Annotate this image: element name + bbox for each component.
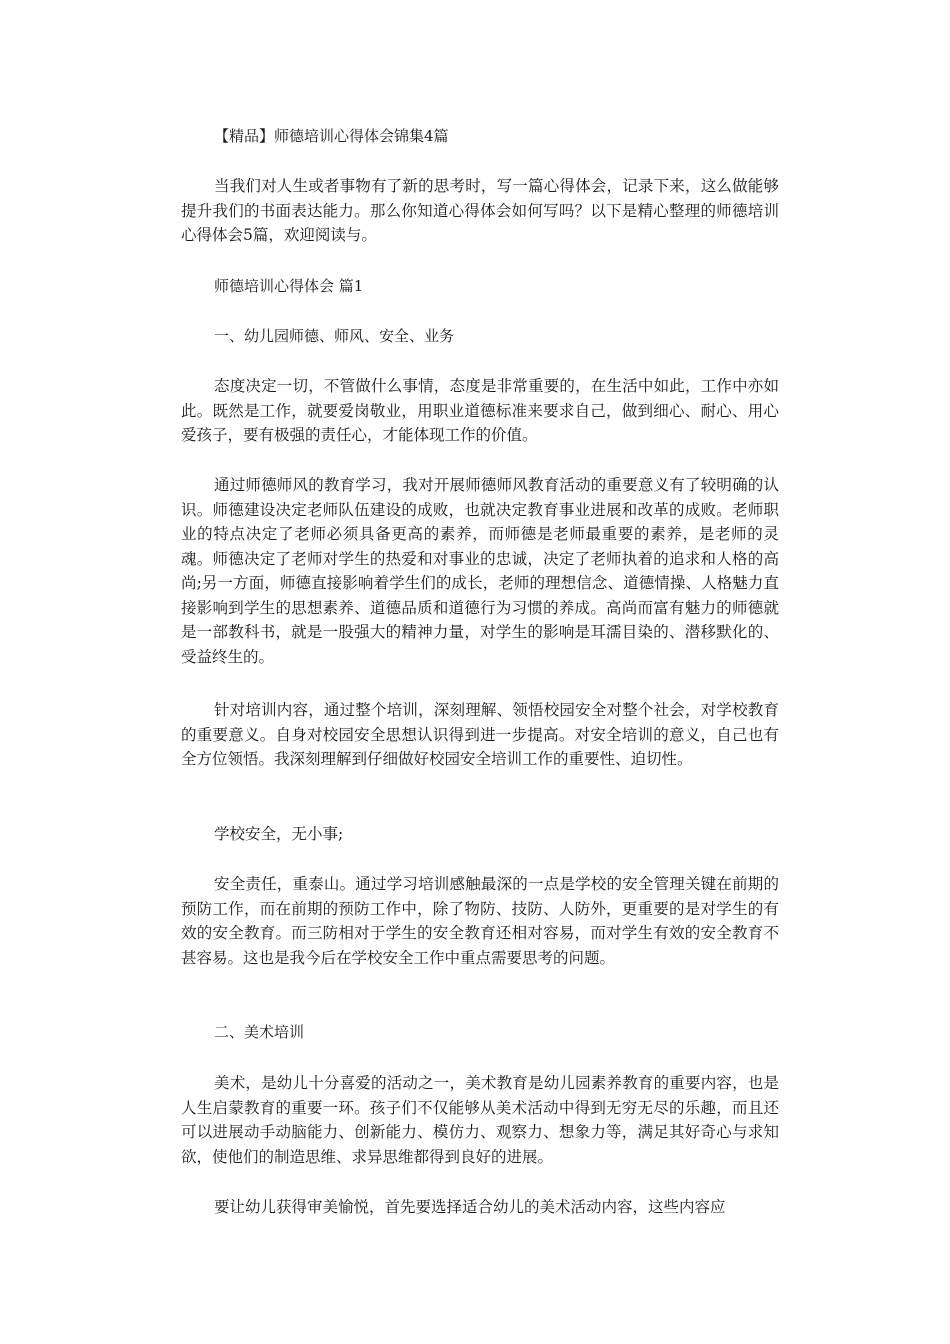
paragraph-aesthetic: 要让幼儿获得审美愉悦，首先要选择适合幼儿的美术活动内容，这些内容应: [214, 1198, 726, 1216]
paragraph-attitude: 态度决定一切，不管做什么事情，态度是非常重要的，在生活中如此，工作中亦如此。既然是工作，就要爱岗敬业，用职业道德标准来要求自己，做到细心、耐心、用心爱孩子，要有极强的责任心，才能体现工作的价值。: [181, 377, 779, 444]
intro-paragraph: 当我们对人生或者事物有了新的思考时，写一篇心得体会，记录下来，这么做能够提升我们的书面表达能力。那么你知道心得体会如何写吗？以下是精心整理的师德培训心得体会5篇，欢迎阅读与。: [181, 177, 779, 244]
paragraph-school-safety: 学校安全，无小事;: [214, 825, 344, 843]
paragraph-teacher-ethics: 通过师德师风的教育学习，我对开展师德师风教育活动的重要意义有了较明确的认识。师德建设决定老师队伍建设的成败，也就决定教育事业进展和改革的成败。老师职业的特点决定了老师必须具备更高的素养，而师德是老师最重要的素养，是老师的灵魂。师德决定了老师对学生的热爱和对事业的忠诚，决定了老师执着的追求和人格的高尚;另一方面，师德直接影响着学生们的成长，老师的理想信念、道德情操、人格魅力直接影响到学生的思想素养、道德品质和道德行为习惯的养成。高尚而富有魅力的师德就是一部教科书，就是一股强大的精神力量，对学生的影响是耳濡目染的、潜移默化的、受益终生的。: [181, 476, 779, 666]
paragraph-safety-responsibility: 安全责任，重泰山。通过学习培训感触最深的一点是学校的安全管理关键在前期的预防工作，而在前期的预防工作中，除了物防、技防、人防外，更重要的是对学生的有效的安全教育。而三防相对于学生的安全教育还相对容易，而对学生有效的安全教育不甚容易。这也是我今后在学校安全工作中重点需要思考的问题。: [181, 875, 779, 967]
paragraph-art-education: 美术，是幼儿十分喜爱的活动之一，美术教育是幼儿园素养教育的重要内容，也是人生启蒙教育的重要一环。孩子们不仅能够从美术活动中得到无穷无尽的乐趣，而且还可以进展动手动脑能力、创新能力、模仿力、观察力、想象力等，满足其好奇心与求知欲，使他们的制造思维、求异思维都得到良好的进展。: [181, 1074, 779, 1166]
heading-one: 一、幼儿园师德、师风、安全、业务: [214, 327, 455, 345]
section-title: 师德培训心得体会 篇1: [214, 277, 364, 295]
heading-two: 二、美术培训: [214, 1023, 305, 1041]
paragraph-safety-training: 针对培训内容，通过整个培训，深刻理解、领悟校园安全对整个社会，对学校教育的重要意义。自身对校园安全思想认识得到进一步提高。对安全培训的意义，自己也有全方位领悟。我深刻理解到仔细做好校园安全培训工作的重要性、迫切性。: [181, 701, 779, 768]
document-title: 【精品】师德培训心得体会锦集4篇: [214, 127, 449, 145]
